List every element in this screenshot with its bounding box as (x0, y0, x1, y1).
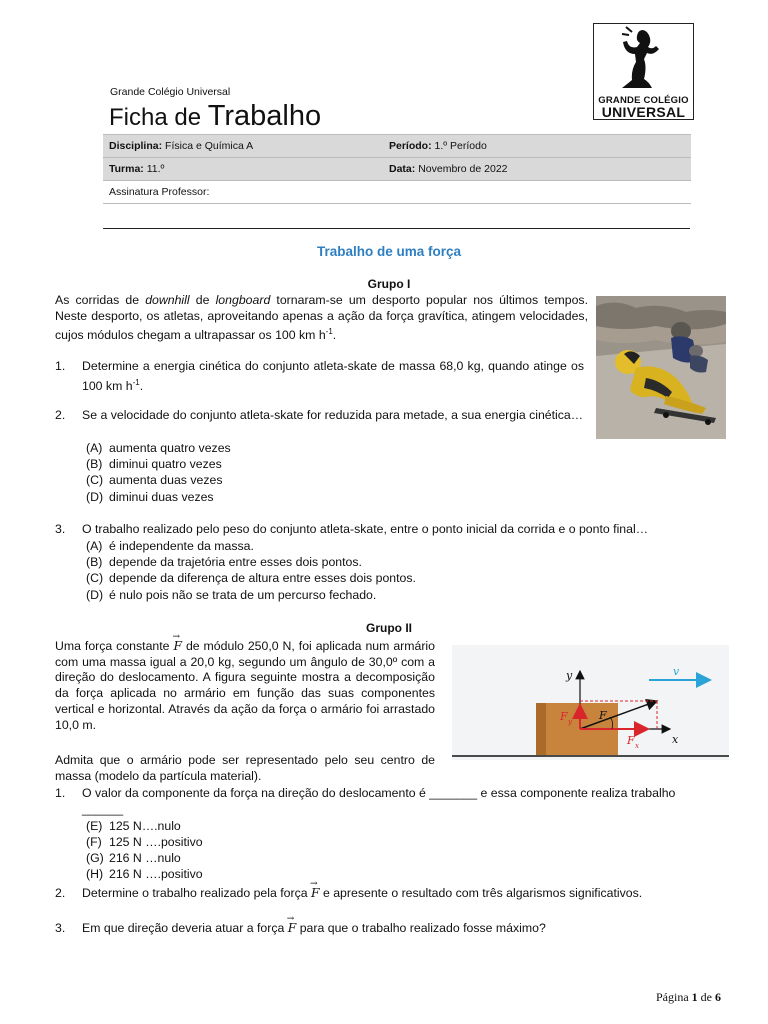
force-symbol: → F (173, 639, 182, 653)
signature-line (103, 228, 690, 229)
turma-cell: Turma: 11.º (103, 158, 383, 181)
info-row-1 (103, 135, 691, 158)
page-number: Página 1 de 6 (656, 990, 721, 1004)
y-axis-label: y (566, 669, 573, 682)
g2-q2-text: Determine o trabalho realizado pela força → F e apresente o resultado com três algarismos significativos. (82, 886, 732, 902)
grupo2-intro: Uma força constante → F de módulo 250,0 N, foi aplicada num armário com uma massa igual a 20,0 kg, segundo um ângulo de 30,0º com a direção do deslocamento. A figura seguinte mostra a decomposição da força aplicada no armário em função das suas componentes vertical e horizontal. Através da ação da força o armário foi arrastado 10,0 m. (55, 639, 435, 733)
g1-q2-number: 2. (55, 408, 66, 422)
section-title: Trabalho de uma força (316, 244, 462, 259)
g1-q2-text: Se a velocidade do conjunto atleta-skate for reduzida para metade, a sua energia cinética… (82, 408, 584, 422)
g2-q1-number: 1. (55, 786, 66, 800)
g2-q3-number: 3. (55, 921, 66, 935)
x-axis-label: x (672, 733, 679, 746)
page-title (109, 100, 321, 133)
g1-q3-option[interactable]: (C) depende da diferença de altura entre esses dois pontos. (86, 571, 416, 585)
g2-q1-option[interactable]: (F) 125 N ….positivo (86, 835, 203, 849)
g1-q3-text: O trabalho realizado pelo peso do conjunto atleta-skate, entre o ponto inicial da corrida e o ponto final… (82, 522, 649, 536)
fx-subscript: x (635, 742, 639, 750)
g1-q3-number: 3. (55, 522, 66, 536)
velocity-label: v (673, 665, 680, 678)
longboard-photo (596, 296, 726, 439)
grupo1-heading: Grupo I (367, 277, 411, 291)
g1-q3-option[interactable]: (D) é nulo pois não se trata de um percurso fechado. (86, 588, 377, 602)
force-label: F (599, 709, 607, 722)
data-cell: Data: Novembro de 2022 (383, 158, 691, 181)
fy-subscript: y (568, 718, 572, 726)
disciplina-cell: Disciplina: Física e Química A (103, 135, 383, 158)
info-row-2 (103, 158, 691, 181)
fy-label: F (560, 710, 568, 723)
title-part1: Ficha de (109, 104, 208, 131)
g2-q3-text: Em que direção deveria atuar a força → F para que o trabalho realizado fosse máximo? (82, 921, 732, 937)
grupo1-intro: As corridas de downhill de longboard tornaram-se um desporto popular nos últimos tempos. Neste desporto, os atletas, aproveitando apenas a ação da força gravítica, atingem velocidades, cujos módulos chegam a ultrapassar os 100 km $h^{-1}$. (55, 293, 589, 343)
periodo-cell: Período: 1.º Período (383, 135, 691, 158)
g2-q1-option[interactable]: (H) 216 N ….positivo (86, 867, 203, 881)
g2-q1-option[interactable]: (G) 216 N …nulo (86, 851, 181, 865)
g1-q2-option[interactable]: (B) diminui quatro vezes (86, 457, 222, 471)
grupo2-heading: Grupo II (366, 621, 412, 635)
school-logo (593, 23, 694, 120)
assinatura-cell: Assinatura Professor: (103, 181, 691, 204)
g1-q1-text: Determine a energia cinética do conjunto atleta-skate de massa 68,0 kg, quando atinge os 100 km $h^{-1}$. (82, 359, 584, 393)
g1-q2-option[interactable]: (C) aumenta duas vezes (86, 473, 223, 487)
g1-q2-option[interactable]: (D) diminui duas vezes (86, 490, 214, 504)
grupo2-model: Admita que o armário pode ser representado pelo seu centro de massa (modelo da partícula material). (55, 753, 435, 783)
g2-q2-number: 2. (55, 886, 66, 900)
info-table (103, 134, 691, 204)
school-name: Grande Colégio Universal (110, 86, 231, 98)
g1-q3-option[interactable]: (B) depende da trajetória entre esses dois pontos. (86, 555, 362, 569)
info-row-3 (103, 181, 691, 204)
force-symbol: → F (288, 921, 297, 935)
g2-q1-text: O valor da componente da força na direção do deslocamento é _______ e essa componente realiza trabalho (82, 786, 676, 800)
g2-q1-option[interactable]: (E) 125 N….nulo (86, 819, 181, 833)
force-diagram (452, 645, 729, 760)
statue-icon (594, 24, 693, 94)
title-part2: Trabalho (207, 100, 322, 132)
logo-text-bottom: UNIVERSAL (601, 104, 686, 120)
g1-q3-option[interactable]: (A) é independente da massa. (86, 539, 254, 553)
logo-text-top: GRANDE COLÉGIO (598, 95, 689, 106)
g1-q1-number: 1. (55, 359, 66, 373)
fx-label: F (627, 734, 635, 747)
g1-q2-option[interactable]: (A) aumenta quatro vezes (86, 441, 231, 455)
g2-q1-blank: ______ (82, 802, 124, 816)
force-symbol: → F (311, 886, 320, 900)
